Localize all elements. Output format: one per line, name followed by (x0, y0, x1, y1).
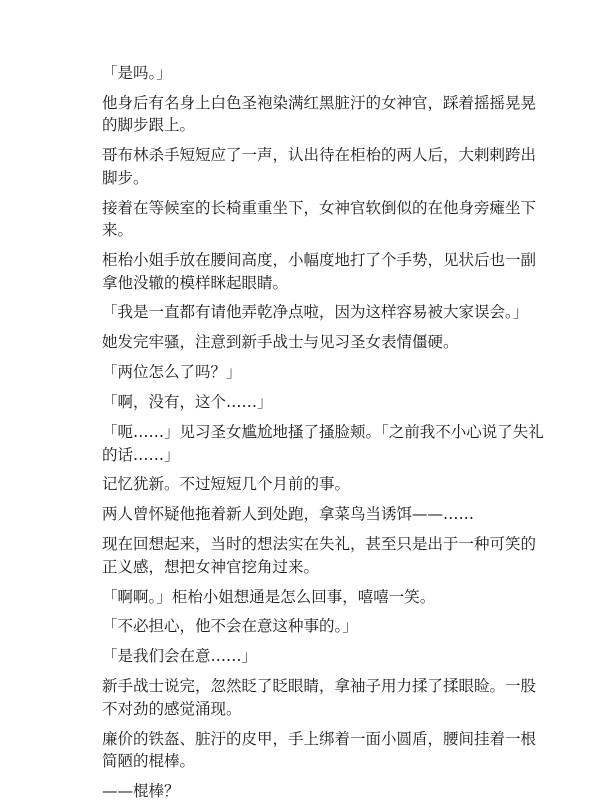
paragraph: 廉价的铁盔、脏汙的皮甲，手上绑着一面小圆盾，腰间挂着一根简陋的棍棒。 (102, 729, 537, 771)
paragraph: 现在回想起来，当时的想法实在失礼，甚至只是出于一种可笑的正义感，想把女神官挖角过来。 (102, 535, 537, 576)
paragraph: 新手战士说完，忽然眨了眨眼睛，拿袖子用力揉了揉眼睑。一股不对劲的感觉涌现。 (102, 677, 537, 718)
body-text (102, 62, 546, 810)
paragraph: 记忆犹新。不过短短几个月前的事。 (102, 475, 351, 494)
paragraph: 「啊啊。」柜枱小姐想通是怎么回事，嘻嘻一笑。 (102, 587, 436, 606)
paragraph: 「呃……」见习圣女尴尬地搔了搔脸颊。「之前我不小心说了失礼的话……」 (102, 423, 544, 464)
paragraph: 「不必担心，他不会在意这种事的。」 (102, 617, 358, 636)
paragraph: 「我是一直都有请他弄乾净点啦，因为这样容易被大家误会。」 (102, 303, 529, 322)
paragraph: 他身后有名身上白色圣袍染满红黑脏汙的女神官，踩着摇摇晃晃的脚步跟上。 (102, 93, 537, 135)
paragraph: ——棍棒？ (102, 782, 180, 801)
paragraph: 哥布林杀手短短应了一声，认出待在柜枱的两人后，大剌剌跨出脚步。 (102, 146, 537, 187)
paragraph: 两人曾怀疑他拖着新人到处跑，拿菜鸟当诱饵——…… (102, 505, 475, 524)
paragraph: 柜枱小姐手放在腰间高度，小幅度地打了个手势，见状后也一副拿他没辙的模样眯起眼睛。 (102, 251, 537, 292)
paragraph: 「两位怎么了吗？」 (102, 363, 242, 382)
paragraph: 「是我们会在意……」 (102, 647, 258, 666)
paragraph: 她发完牢骚，注意到新手战士与见习圣女表情僵硬。 (102, 333, 459, 352)
paragraph: 「啊，没有，这个……」 (102, 393, 273, 412)
paragraph: 接着在等候室的长椅重重坐下，女神官软倒似的在他身旁瘫坐下来。 (102, 198, 537, 240)
paragraph: 「是吗。」 (102, 64, 172, 82)
